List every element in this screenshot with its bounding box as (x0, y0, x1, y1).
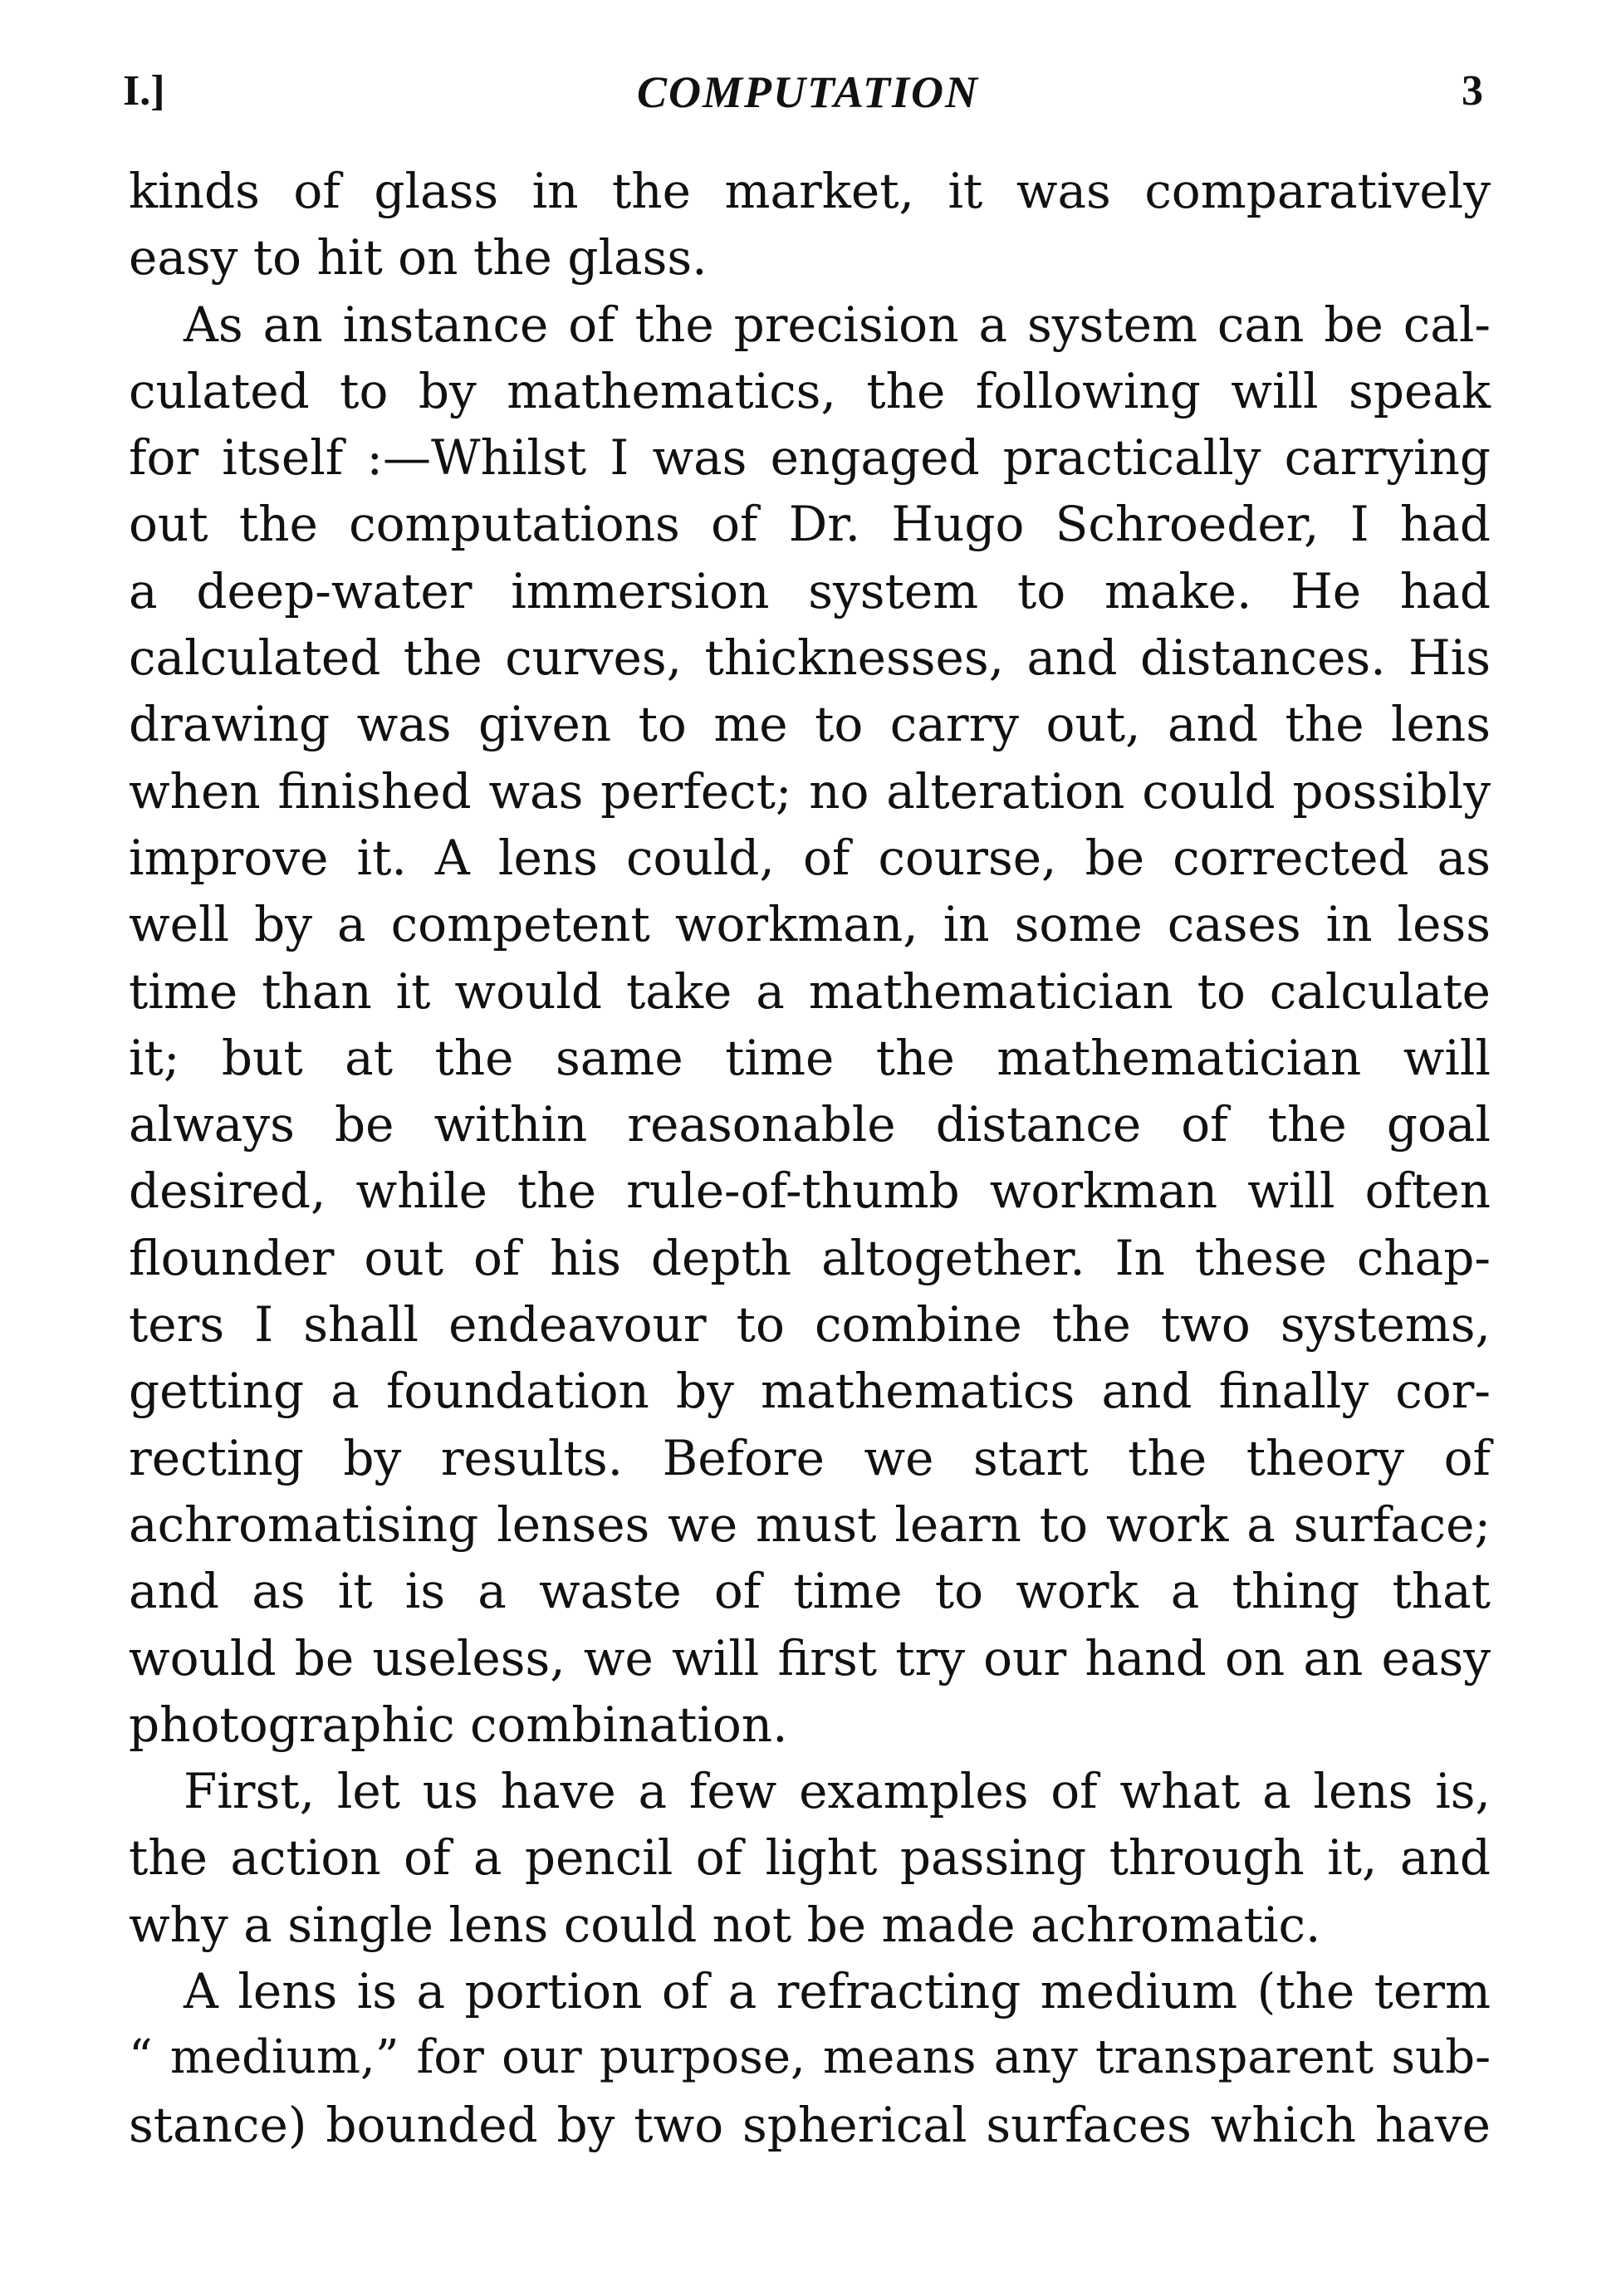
body-text (129, 158, 1491, 2158)
text-line: why a single lens could not be made achromatic. (129, 1896, 1321, 1953)
chapter-marker: I.] (123, 67, 165, 115)
text-line: recting by results. Before we start the theory of (129, 1429, 1491, 1486)
text-line: time than it would take a mathematician to calculate (129, 962, 1491, 1020)
running-head (0, 66, 1616, 125)
text-line: when finished was perfect; no alteration could possibly (129, 762, 1491, 820)
text-line: ters I shall endeavour to combine the two systems, (129, 1296, 1491, 1354)
text-line: desired, while the rule-of-thumb workman will often (129, 1163, 1491, 1220)
text-line: First, let us have a few examples of what a lens is, (184, 1763, 1491, 1820)
running-title: COMPUTATION (636, 67, 980, 117)
text-line: achromatising lenses we must learn to work a surface; (129, 1496, 1491, 1553)
text-line: getting a foundation by mathematics and finally cor- (129, 1363, 1491, 1420)
text-line: “ medium,” for our purpose, means any transparent sub- (129, 2030, 1491, 2085)
text-line: improve it. A lens could, of course, be corrected as (129, 829, 1491, 886)
text-line: the action of a pencil of light passing through it, and (129, 1829, 1491, 1887)
text-line: culated to by mathematics, the following will speak (129, 362, 1491, 419)
text-line: calculated the curves, thicknesses, and distances. His (129, 629, 1491, 687)
text-line: A lens is a portion of a refracting medium (the term (184, 1963, 1491, 2020)
text-line: would be useless, we will first try our hand on an easy (129, 1629, 1491, 1687)
text-line: well by a competent workman, in some cases in less (129, 896, 1491, 953)
text-line: out the computations of Dr. Hugo Schroeder, I had (129, 496, 1491, 553)
text-line: it; but at the same time the mathematician will (129, 1029, 1491, 1086)
text-line: drawing was given to me to carry out, and the lens (129, 696, 1491, 753)
text-line: kinds of glass in the market, it was comparatively (129, 163, 1491, 219)
page-number: 3 (1462, 67, 1483, 115)
text-line: stance) bounded by two spherical surfaces which have (129, 2096, 1491, 2153)
text-line: photographic combination. (129, 1696, 788, 1753)
text-line: flounder out of his depth altogether. In these chap- (129, 1229, 1491, 1286)
text-line: As an instance of the precision a system can be cal- (184, 296, 1491, 353)
text-line: always be within reasonable distance of the goal (129, 1096, 1491, 1153)
text-line: a deep-water immersion system to make. He had (129, 562, 1491, 619)
text-line: for itself :—Whilst I was engaged practically carrying (129, 429, 1491, 487)
text-line: easy to hit on the glass. (129, 229, 708, 286)
text-line: and as it is a waste of time to work a thing that (129, 1563, 1491, 1620)
